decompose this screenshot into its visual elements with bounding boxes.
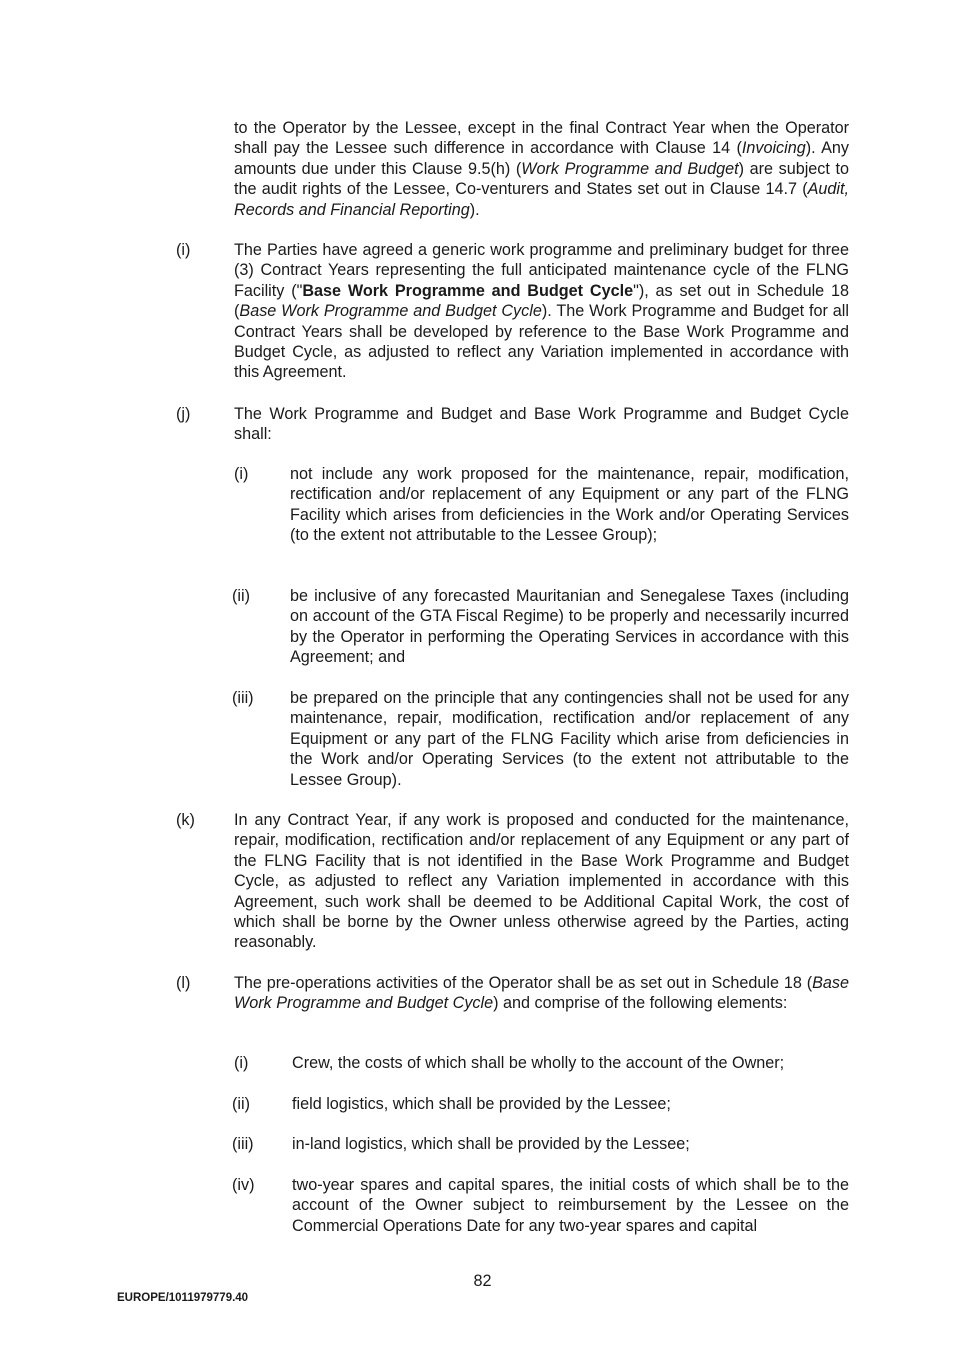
para-j-item-label: (iii) bbox=[232, 689, 254, 707]
para-l-text bbox=[234, 973, 849, 1014]
para-i-text bbox=[234, 240, 849, 383]
para-l-item-text: two-year spares and capital spares, the initial costs of which shall be to the account of the Owner subject to reimbursement by the Lessee on the Commercial Operations Date for any two-year spares and capital bbox=[292, 1176, 849, 1235]
document-reference: EUROPE/1011979779.40 bbox=[117, 1292, 249, 1304]
intro-paragraph bbox=[234, 118, 849, 220]
para-i-italic-1: Base Work Programme and Budget Cycle bbox=[239, 302, 542, 321]
para-k-text: In any Contract Year, if any work is proposed and conducted for the maintenance, repair, modification, rectification and/or replacement of any Equipment or any part of the FLNG Facility that is not identified in the Base Work Programme and Budget Cycle, as adjusted to reflect any Variation implemented in accordance with this Agreement, such work shall be deemed to be Additional Capital Work, the cost of which shall be borne by the Owner unless otherwise agreed by the Parties, acting reasonably. bbox=[234, 811, 849, 952]
para-j-item-label: (i) bbox=[234, 465, 249, 483]
intro-text-1: to the Operator by the Lessee, except in the final Contract Year when the Operator shall pay the Lessee such difference in accordance with Clause 14 ( bbox=[234, 119, 849, 158]
intro-italic-1: Invoicing bbox=[741, 139, 806, 158]
para-l-item-label: (iv) bbox=[232, 1176, 255, 1194]
para-l-text-1: The pre-operations activities of the Operator shall be as set out in Schedule 18 ( bbox=[234, 974, 813, 992]
para-l-italic-1: Base Work Programme and Budget Cycle bbox=[234, 974, 849, 1013]
intro-text-2: ). Any amounts due under this Clause 9.5(h) ( bbox=[234, 139, 849, 178]
para-l-item-label: (i) bbox=[234, 1054, 249, 1072]
intro-text-3: ) are subject to the audit rights of the Lessee, Co-venturers and States set out in Clause 14.7 ( bbox=[234, 159, 849, 199]
para-j-item-text: be prepared on the principle that any contingencies shall not be used for any maintenance, repair, modification, rectification and/or replacement of any Equipment or any part of the FLNG Facility which arise from deficiencies in the Work and/or Operating Services (to the extent not attributable to the Lessee Group). bbox=[290, 689, 849, 789]
intro-italic-2: Work Programme and Budget bbox=[521, 159, 739, 178]
para-i-text-3: ). The Work Programme and Budget for all Contract Years shall be developed by reference to the Base Work Programme and Budget Cycle, as adjusted to reflect any Variation implemented in accordance with this Agreement. bbox=[234, 302, 850, 382]
para-l-item-label: (ii) bbox=[232, 1095, 250, 1113]
para-j-label: (j) bbox=[176, 405, 191, 423]
para-i-text-2: "), as set out in Schedule 18 ( bbox=[234, 281, 850, 321]
para-j-item-text: be inclusive of any forecasted Mauritanian and Senegalese Taxes (including on account of the GTA Fiscal Regime) to be properly and necessarily incurred by the Operator in performing the Operating Services in accordance with this Agreement; and bbox=[290, 587, 849, 667]
para-i-bold-1: Base Work Programme and Budget Cycle bbox=[302, 281, 634, 300]
intro-text-4: ). bbox=[469, 200, 480, 219]
para-i-text-1: The Parties have agreed a generic work programme and preliminary budget for three (3) Contract Years representing the full anticipated maintenance cycle of the FLNG Facility (" bbox=[234, 241, 849, 300]
para-l-item-text: in-land logistics, which shall be provided by the Lessee; bbox=[292, 1135, 690, 1153]
para-j-item-label: (ii) bbox=[232, 587, 250, 605]
para-l-text-2: ) and comprise of the following elements: bbox=[493, 994, 788, 1013]
para-l-item-text: field logistics, which shall be provided by the Lessee; bbox=[292, 1095, 671, 1113]
para-j-text: The Work Programme and Budget and Base Work Programme and Budget Cycle shall: bbox=[234, 405, 849, 444]
para-l-item-text: Crew, the costs of which shall be wholly to the account of the Owner; bbox=[292, 1054, 785, 1072]
page-number: 82 bbox=[473, 1272, 492, 1290]
para-j-item-text: not include any work proposed for the maintenance, repair, modification, rectification and/or replacement of any Equipment or any part of the FLNG Facility which arises from deficiencies in the Work and/or Operating Services (to the extent not attributable to the Lessee Group); bbox=[290, 465, 849, 545]
para-k-label: (k) bbox=[176, 811, 195, 829]
para-l-label: (l) bbox=[176, 974, 191, 992]
para-i-label: (i) bbox=[176, 241, 191, 259]
intro-italic-3: Audit, Records and Financial Reporting bbox=[234, 180, 849, 219]
para-l-item-label: (iii) bbox=[232, 1135, 254, 1153]
